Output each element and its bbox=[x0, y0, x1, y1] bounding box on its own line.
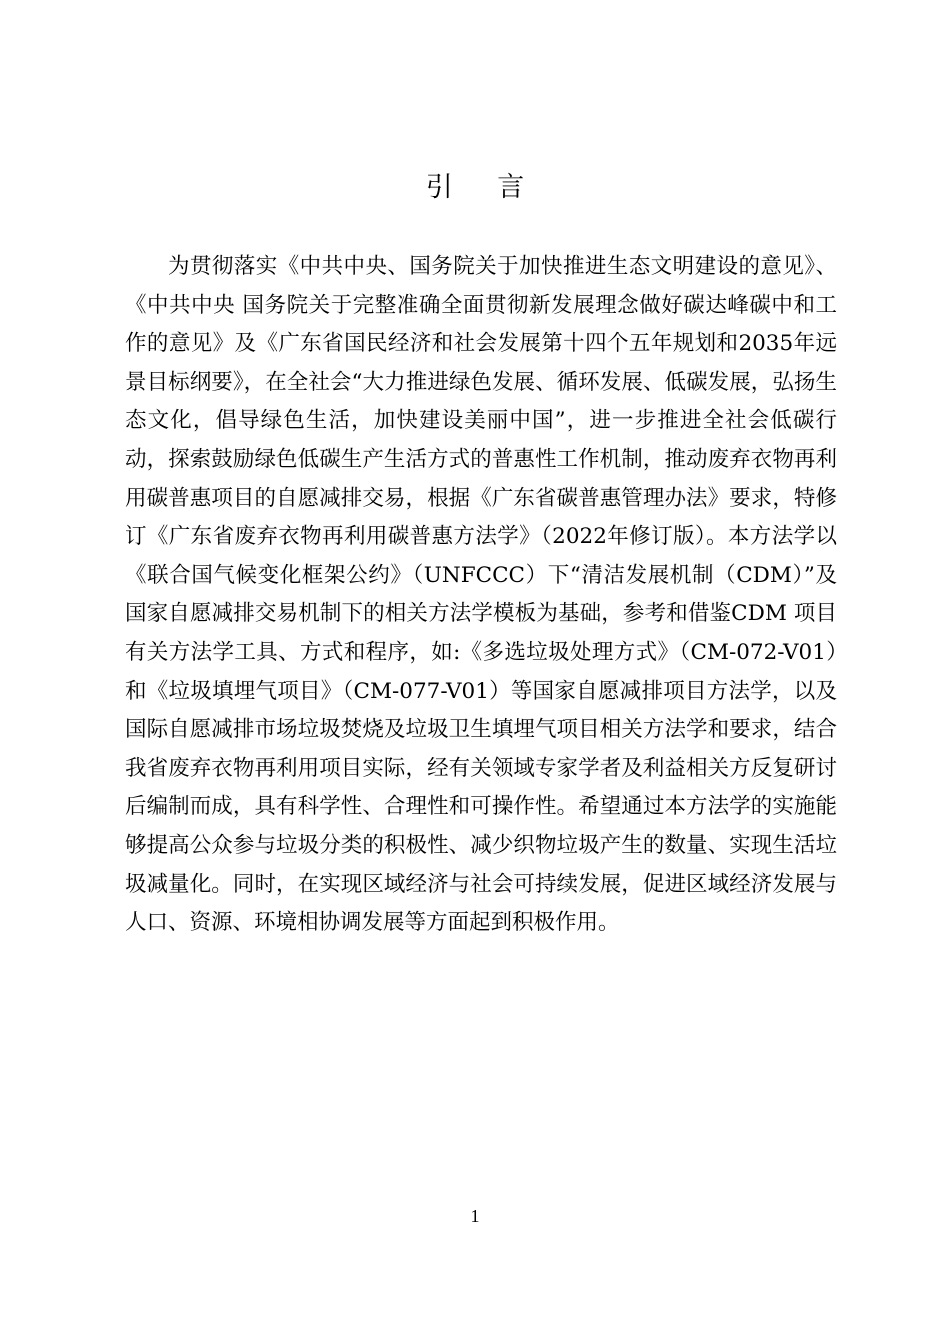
page-title: 引 言 bbox=[425, 172, 543, 203]
page-number: 1 bbox=[470, 1206, 480, 1226]
introduction-paragraph: 为贯彻落实《中共中央、国务院关于加快推进生态文明建设的意见》、《中共中央 国务院关于完整准确全面贯彻新发展理念做好碳达峰碳中和工作的意见》及《广东省国民经济和社会发展第十四个五年规划和2035年远景目标纲要》，在全社会“大力推进绿色发展、循环发展、低碳发展，弘扬生态文化，倡导绿色生活，加快建设美丽中国”，进一步推进全社会低碳行动，探索鼓励绿色低碳生产生活方式的普惠性工作机制，推动废弃衣物再利用碳普惠项目的自愿减排交易，根据《广东省碳普惠管理办法》要求，特修订《广东省废弃衣物再利用碳普惠方法学》（2022年修订版）。本方法学以《联合国气候变化框架公约》（UNFCCC）下“清洁发展机制（CDM）”及国家自愿减排交易机制下的相关方法学模板为基础，参考和借鉴CDM 项目有关方法学工具、方式和程序，如:《多选垃圾处理方式》（CM-072-V01）和《垃圾填埋气项目》（CM-077-V01）等国家自愿减排项目方法学，以及国际自愿减排市场垃圾焚烧及垃圾卫生填埋气项目相关方法学和要求，结合我省废弃衣物再利用项目实际，经有关领域专家学者及利益相关方反复研讨后编制而成，具有科学性、合理性和可操作性。希望通过本方法学的实施能够提高公众参与垃圾分类的积极性、减少织物垃圾产生的数量、实现生活垃圾减量化。同时，在实现区域经济与社会可持续发展，促进区域经济发展与人口、资源、环境相协调发展等方面起到积极作用。 bbox=[125, 254, 837, 936]
